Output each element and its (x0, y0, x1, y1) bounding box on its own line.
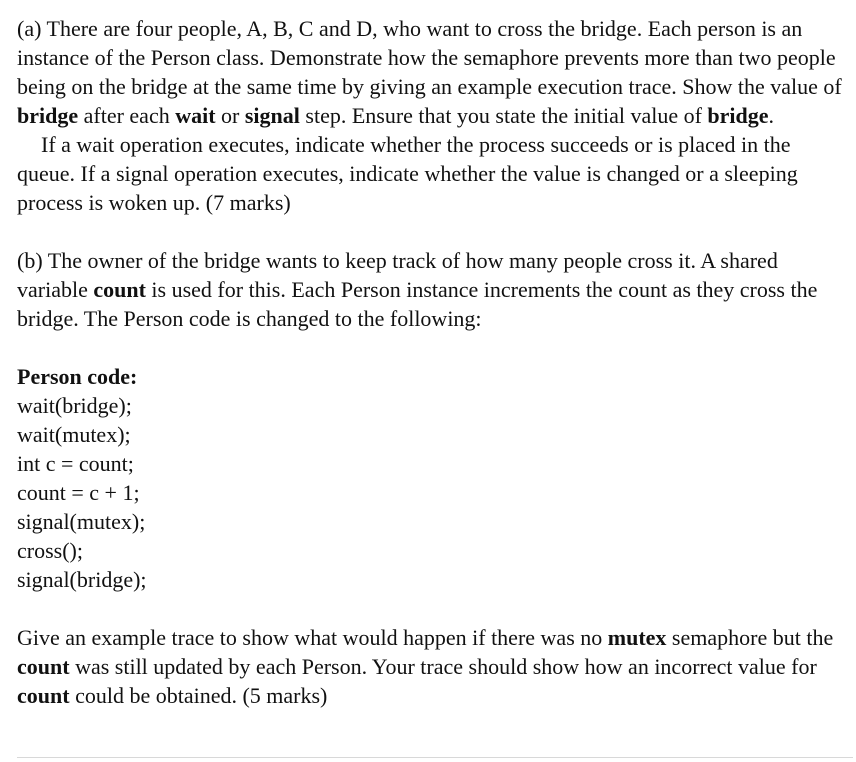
code-line: wait(mutex); (17, 422, 131, 447)
code-line: signal(mutex); (17, 509, 146, 534)
part-a-paragraph-1: (a) There are four people, A, B, C and D, who want to cross the bridge. Each person is an instance of the Person class. Demonstrate how the semaphore prevents more than two people being on the bridge at the same time by giving an example execution trace. Show the value of bridge after each wait or signal step. Ensure that you state the initial value of bridge. (17, 16, 842, 128)
bold-term: count (17, 683, 70, 708)
bold-term: wait (175, 103, 216, 128)
bold-term: mutex (607, 625, 667, 650)
code-heading: Person code: (17, 364, 138, 389)
code-block (17, 391, 853, 594)
code-line: wait(bridge); (17, 393, 132, 418)
paragraph-spacer (17, 333, 853, 362)
bold-term: bridge (17, 103, 79, 128)
code-line: signal(bridge); (17, 567, 147, 592)
paragraph-spacer (17, 594, 853, 623)
part-b-intro: (b) The owner of the bridge wants to keep track of how many people cross it. A shared variable count is used for this. Each Person instance increments the count as they cross the bridge. The Person code is changed to the following: (17, 248, 818, 331)
document-page (17, 14, 853, 710)
code-line: cross(); (17, 538, 83, 563)
paragraph-spacer (17, 217, 853, 246)
bold-term: count (93, 277, 146, 302)
bold-term: signal (244, 103, 300, 128)
part-a-paragraph-2: If a wait operation executes, indicate whether the process succeeds or is placed in the queue. If a signal operation executes, indicate whether the value is changed or a sleeping process is woken up. (7 marks) (17, 132, 798, 215)
bottom-divider (17, 757, 853, 758)
bold-term: bridge (707, 103, 769, 128)
bold-term: count (17, 654, 70, 679)
part-b-question: Give an example trace to show what would happen if there was no mutex semaphore but the count was still updated by each Person. Your trace should show how an incorrect value for count could be obtained. (5 marks) (17, 625, 834, 708)
code-line: int c = count; (17, 451, 134, 476)
code-line: count = c + 1; (17, 480, 140, 505)
